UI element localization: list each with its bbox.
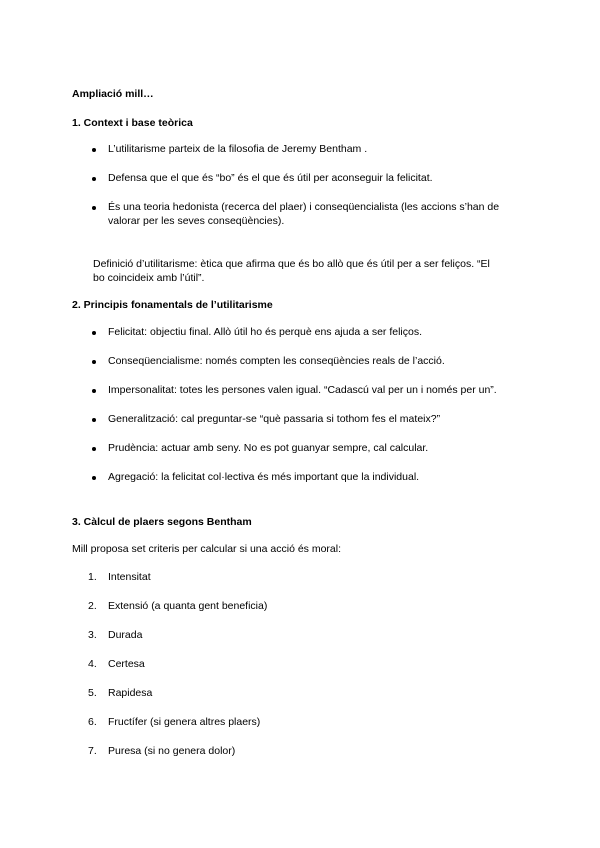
list-item-number: 3. [88,629,97,641]
section-2-heading: 2. Principis fonamentals de l’utilitarisme [72,299,273,311]
list-item-text: Puresa (si no genera dolor) [108,745,236,757]
section-2-bullet-6: Agregació: la felicitat col·lectiva és més important que la individual. [108,471,420,483]
bullet-icon [92,206,96,210]
definition-line-1: Definició d’utilitarisme: ètica que afirma que és bo allò que és útil per a ser feliços. “El [93,258,490,270]
section-1-bullet-3-line-1: És una teoria hedonista (recerca del plaer) i conseqüencialista (les accions s’han de [108,201,500,213]
bullet-icon [92,331,96,335]
list-item-number: 2. [88,600,97,612]
list-item-number: 5. [88,687,97,699]
bullet-icon [92,360,96,364]
list-item-number: 1. [88,571,97,583]
section-1-heading: 1. Context i base teòrica [72,117,193,129]
document-title: Ampliació mill… [72,88,154,100]
section-1-bullet-3-line-2: valorar per les seves conseqüències). [108,215,285,227]
bullet-icon [92,389,96,393]
section-2-bullet-3: Impersonalitat: totes les persones valen igual. “Cadascú val per un i només per un”. [108,384,497,396]
section-3-intro: Mill proposa set criteris per calcular si una acció és moral: [72,543,342,555]
section-1-bullet-1: L’utilitarisme parteix de la filosofia de Jeremy Bentham . [108,143,368,155]
section-2-bullet-2: Conseqüencialisme: només compten les conseqüències reals de l’acció. [108,355,445,367]
bullet-icon [92,447,96,451]
list-item-text: Durada [108,629,143,641]
list-item-text: Rapidesa [108,687,153,699]
list-item-text: Extensió (a quanta gent beneficia) [108,600,268,612]
section-1-bullet-2: Defensa que el que és “bo” és el que és útil per aconseguir la felicitat. [108,172,433,184]
list-item-number: 6. [88,716,97,728]
section-2-bullet-5: Prudència: actuar amb seny. No es pot guanyar sempre, cal calcular. [108,442,429,454]
bullet-icon [92,476,96,480]
section-2-bullet-4: Generalització: cal preguntar-se “què passaria si tothom fes el mateix?” [108,413,441,425]
list-item-number: 4. [88,658,97,670]
bullet-icon [92,418,96,422]
bullet-icon [92,148,96,152]
section-3-heading: 3. Càlcul de plaers segons Bentham [72,516,252,528]
bullet-icon [92,177,96,181]
list-item-text: Fructífer (si genera altres plaers) [108,716,261,728]
section-2-bullet-1: Felicitat: objectiu final. Allò útil ho és perquè ens ajuda a ser feliços. [108,326,423,338]
list-item-text: Intensitat [108,571,151,583]
list-item-text: Certesa [108,658,145,670]
definition-line-2: bo coincideix amb l’útil”. [93,272,205,284]
list-item-number: 7. [88,745,97,757]
